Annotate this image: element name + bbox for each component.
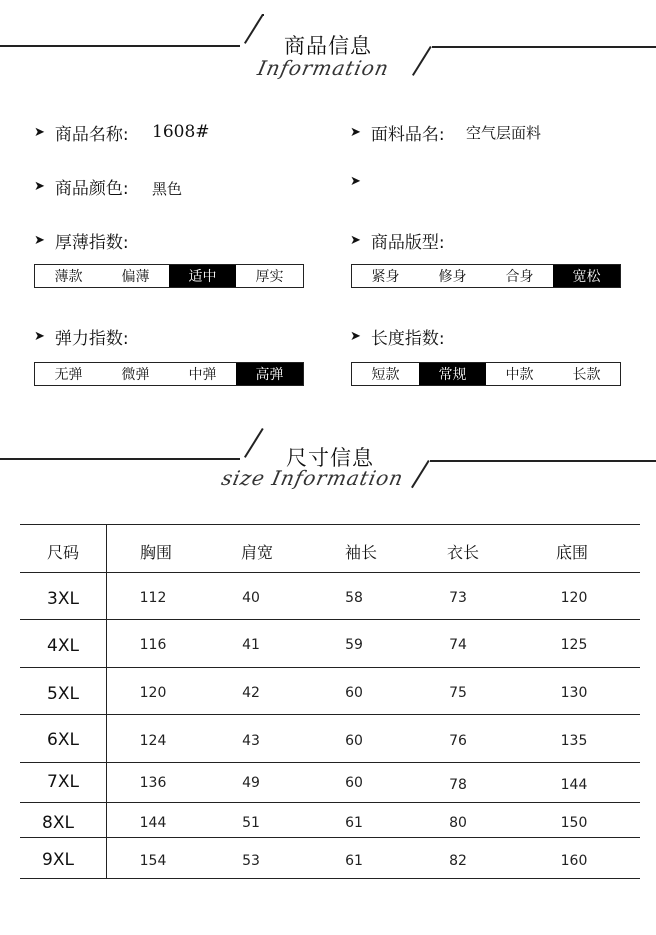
- table-cell: 41: [242, 637, 260, 653]
- header-cell: 袖长: [344, 543, 377, 562]
- arrow-icon: ➤: [350, 329, 361, 344]
- scale-option: 修身: [438, 269, 467, 285]
- table-cell: 73: [449, 590, 467, 606]
- table-cell: 130: [560, 685, 588, 701]
- header-rule-right: [432, 46, 656, 48]
- fabric-label: ➤ 面料品名:: [350, 125, 445, 145]
- table-cell: 144: [139, 815, 167, 831]
- arrow-icon: ➤: [350, 233, 361, 248]
- table-cell: 78: [449, 777, 467, 793]
- thickness-scale: [34, 264, 304, 288]
- header-rule-left: [0, 458, 240, 460]
- table-cell: 80: [449, 815, 467, 831]
- table-cell: 125: [560, 637, 588, 653]
- product-info-title: 商品信息: [284, 34, 372, 58]
- elasticity-label: ➤ 弹力指数:: [34, 329, 129, 349]
- header-rule-left: [0, 45, 240, 47]
- table-cell: 40: [242, 590, 260, 606]
- header-cell: 尺码: [46, 543, 79, 562]
- table-cell: 42: [242, 685, 260, 701]
- table-cell: 82: [449, 853, 467, 869]
- thickness-label: ➤ 厚薄指数:: [34, 233, 129, 253]
- table-cell: 61: [345, 815, 363, 831]
- header-cell: 衣长: [446, 543, 479, 562]
- length-label: ➤ 长度指数:: [350, 329, 445, 349]
- size-cell: 6XL: [47, 730, 79, 750]
- color-label: ➤ 商品颜色:: [34, 179, 129, 199]
- header-rule-right: [430, 460, 656, 462]
- table-cell: 120: [560, 590, 588, 606]
- scale-option: 中弹: [188, 367, 217, 383]
- table-cell: 75: [449, 685, 467, 701]
- size-cell: 7XL: [47, 772, 79, 792]
- scale-option: 长款: [572, 367, 601, 383]
- table-cell: 144: [560, 777, 588, 793]
- scale-option: 合身: [505, 269, 534, 285]
- size-cell: 9XL: [42, 850, 74, 870]
- scale-option: 微弹: [121, 367, 150, 383]
- arrow-icon: ➤: [350, 125, 361, 140]
- header-cell: 肩宽: [240, 543, 273, 562]
- arrow-icon: ➤: [350, 174, 361, 189]
- scale-option: 无弹: [54, 367, 83, 383]
- table-cell: 150: [560, 815, 588, 831]
- table-cell: 58: [345, 590, 363, 606]
- table-cell: 136: [139, 775, 167, 791]
- size-info-title: 尺寸信息: [286, 446, 374, 470]
- table-cell: 53: [242, 853, 260, 869]
- product-name-value: 1608#: [152, 122, 210, 142]
- header-cell: 胸围: [139, 543, 172, 562]
- size-cell: 5XL: [47, 684, 79, 704]
- table-cell: 60: [345, 775, 363, 791]
- scale-option: 适中: [169, 265, 236, 287]
- table-cell: 51: [242, 815, 260, 831]
- scale-option: 薄款: [54, 269, 83, 285]
- arrow-icon: ➤: [34, 233, 45, 248]
- table-cell: 74: [449, 637, 467, 653]
- product-name-label: ➤ 商品名称:: [34, 125, 129, 145]
- table-cell: 59: [345, 637, 363, 653]
- scale-option: 厚实: [255, 269, 284, 285]
- length-scale: [351, 362, 621, 386]
- table-cell: 49: [242, 775, 260, 791]
- product-info-script: Information: [255, 56, 392, 80]
- scale-option: 高弹: [236, 363, 303, 385]
- table-cell: 60: [345, 685, 363, 701]
- scale-option: 偏薄: [121, 269, 150, 285]
- header-slash-right: [412, 46, 431, 76]
- fabric-value: 空气层面料: [466, 124, 542, 142]
- table-cell: 154: [139, 853, 167, 869]
- table-cell: 116: [139, 637, 167, 653]
- arrow-icon: ➤: [34, 125, 45, 140]
- empty-row: [350, 174, 371, 189]
- size-cell: 8XL: [42, 813, 74, 833]
- size-info-script: size Information: [219, 466, 406, 490]
- table-cell: 160: [560, 853, 588, 869]
- scale-option: 短款: [371, 367, 400, 383]
- table-cell: 43: [242, 733, 260, 749]
- header-slash-left: [244, 428, 263, 458]
- size-cell: 3XL: [47, 589, 79, 609]
- header-slash-left: [244, 14, 263, 44]
- elasticity-scale: [34, 362, 304, 386]
- scale-option: 常规: [419, 363, 486, 385]
- table-cell: 76: [449, 733, 467, 749]
- scale-option: 紧身: [371, 269, 400, 285]
- size-cell: 4XL: [47, 636, 79, 656]
- table-cell: 112: [139, 590, 167, 606]
- color-value: 黑色: [152, 180, 183, 198]
- arrow-icon: ➤: [34, 179, 45, 194]
- table-cell: 120: [139, 685, 167, 701]
- fit-label: ➤ 商品版型:: [350, 233, 445, 253]
- header-cell: 底围: [555, 543, 588, 562]
- table-cell: 124: [139, 733, 167, 749]
- arrow-icon: ➤: [34, 329, 45, 344]
- table-cell: 60: [345, 733, 363, 749]
- table-cell: 135: [560, 733, 588, 749]
- fit-scale: [351, 264, 621, 288]
- table-cell: 61: [345, 853, 363, 869]
- scale-option: 中款: [505, 367, 534, 383]
- header-slash-right: [411, 460, 429, 488]
- scale-option: 宽松: [553, 265, 620, 287]
